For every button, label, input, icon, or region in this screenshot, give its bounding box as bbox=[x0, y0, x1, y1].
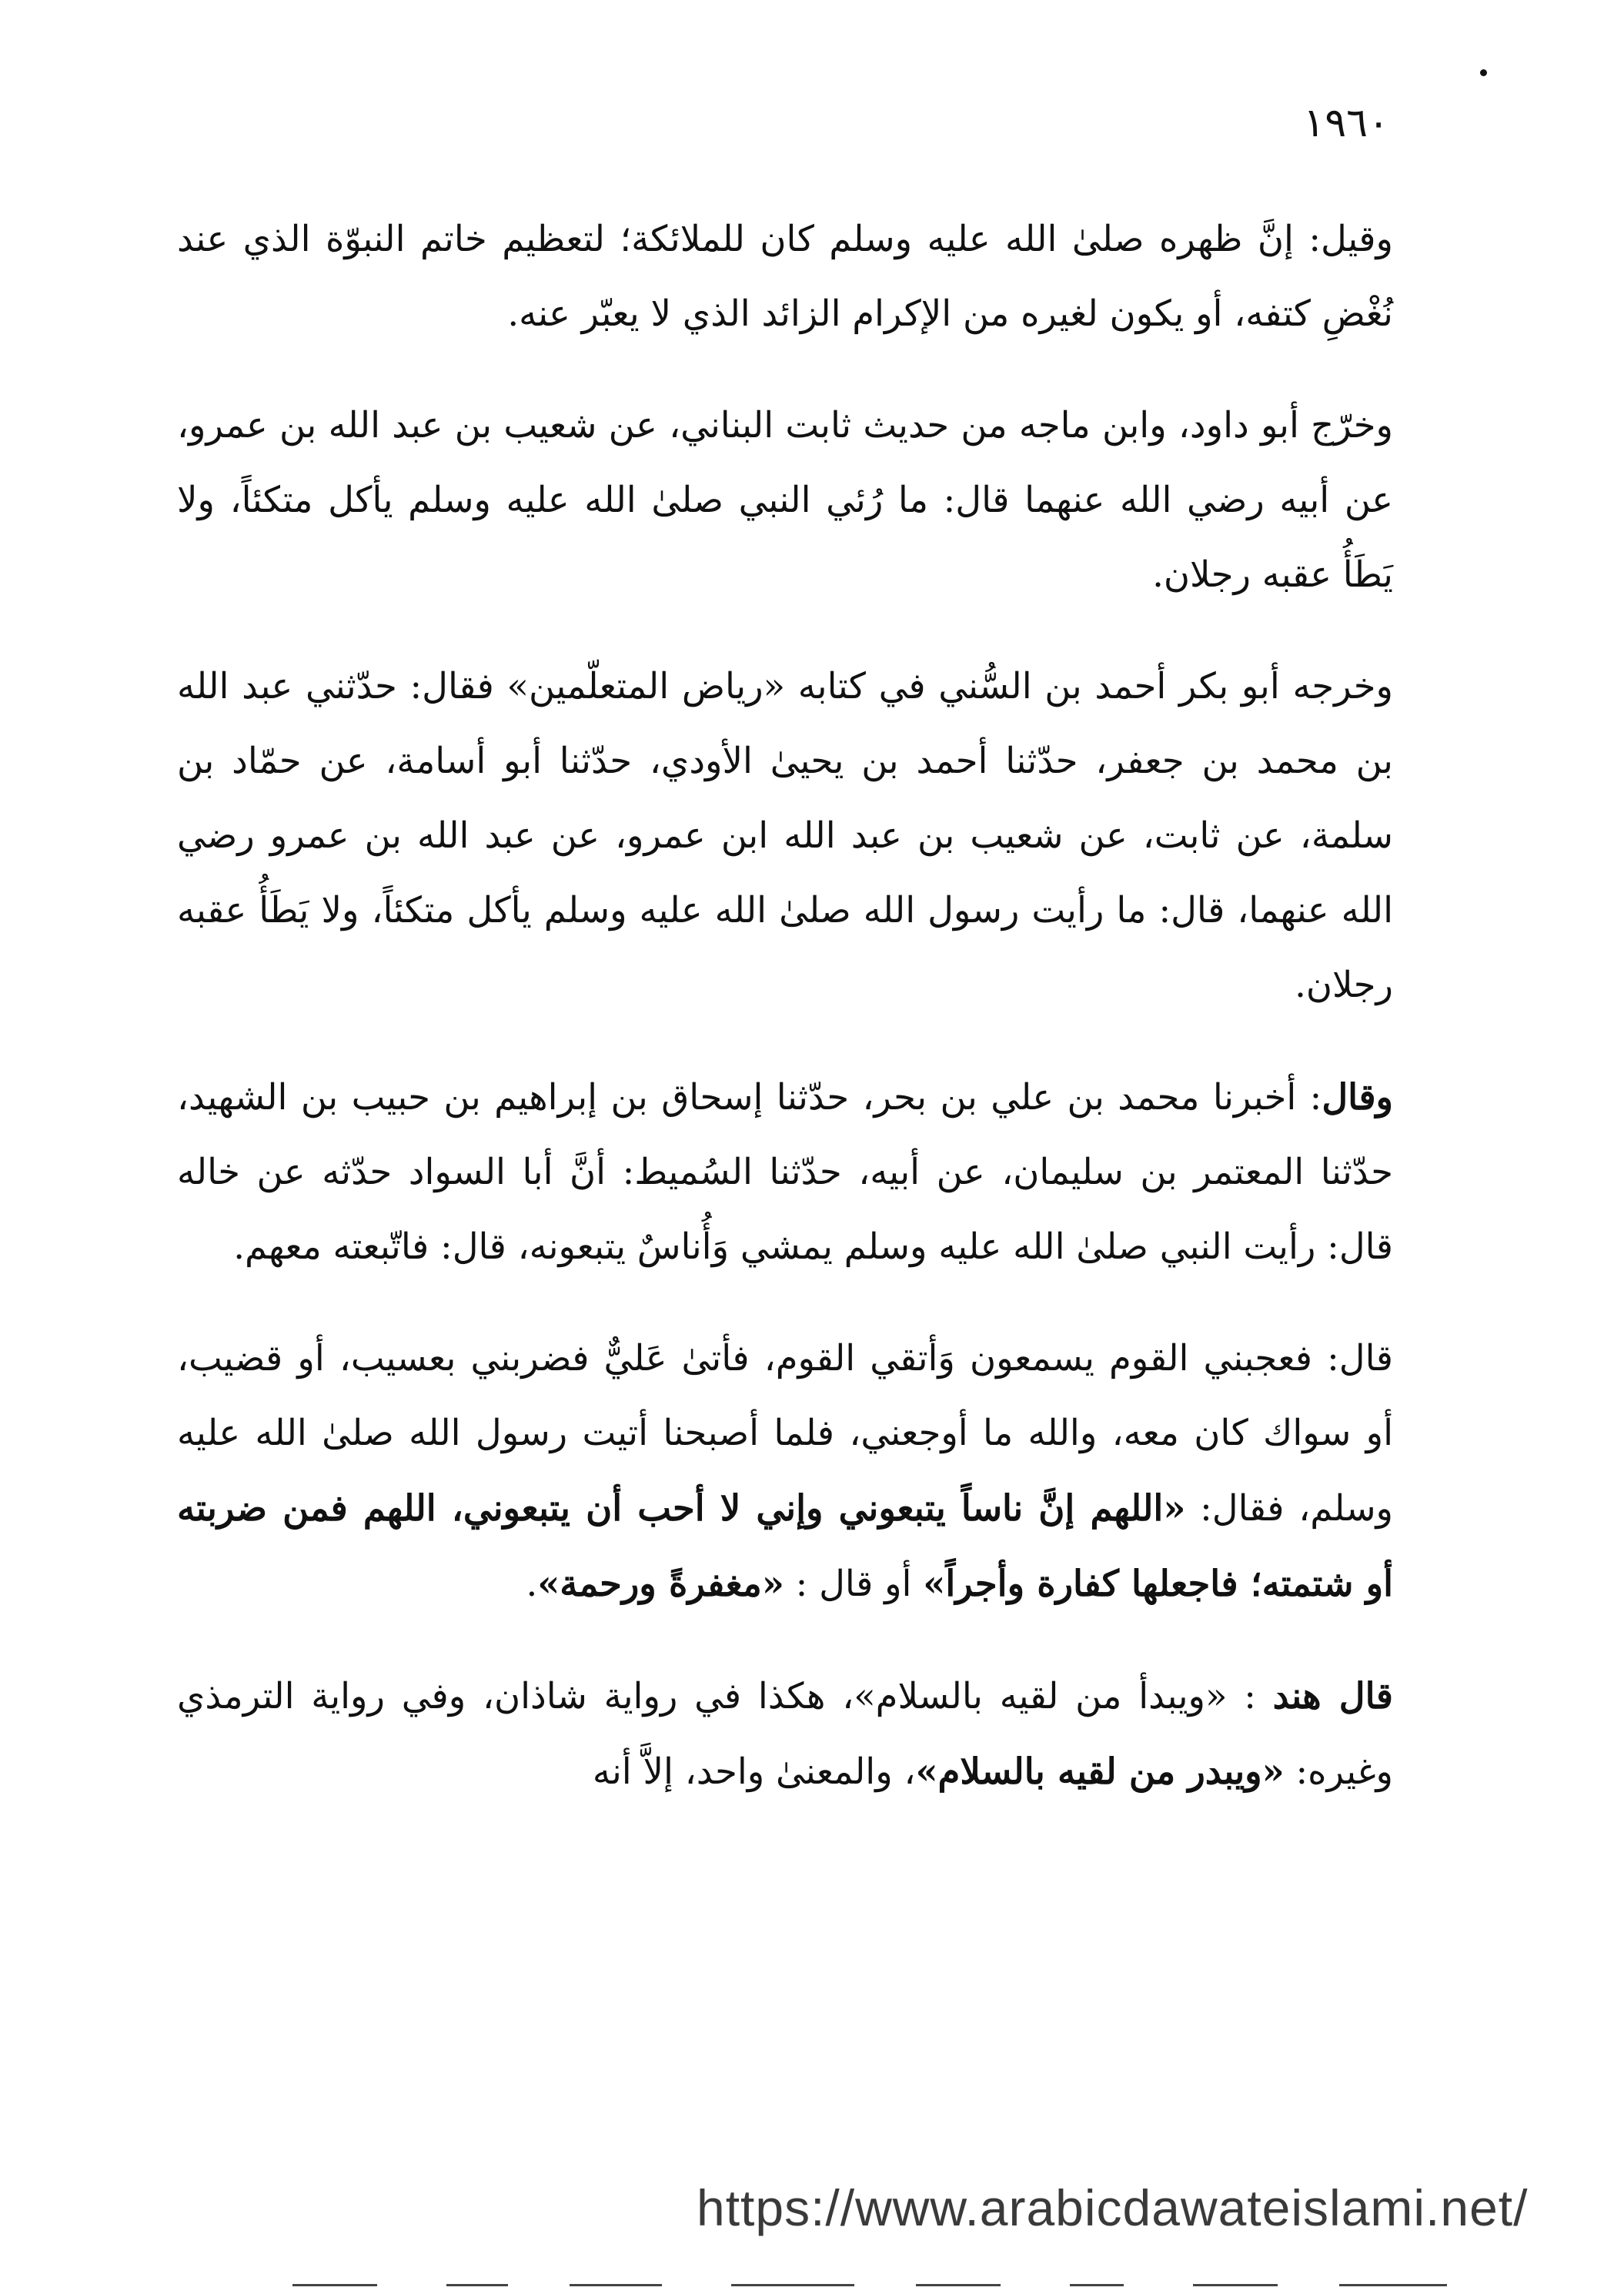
text-run: وخرّج أبو داود، وابن ماجه من حديث ثابت البناني، عن شعيب بن عبد الله بن عمرو، عن أبيه رضي الله عنهما قال: ما رُئي النبي صلىٰ الله عليه وسلم يأكل متكئاً، ولا يَطَأُ عقبه رجلان. bbox=[177, 404, 1393, 595]
text-run: : أخبرنا محمد بن علي بن بحر، حدّثنا إسحاق بن إبراهيم بن حبيب بن الشهيد، حدّثنا المعتمر بن سليمان، عن أبيه، حدّثنا السُميط: أنَّ أبا السواد حدّثه عن خاله قال: رأيت النبي صلىٰ الله عليه وسلم يمشي وَأُناسٌ يتبعونه، قال: فاتّبعته معهم. bbox=[177, 1076, 1393, 1267]
footer-scan-marks bbox=[292, 2284, 1493, 2289]
bold-text-run: «مغفرةً ورحمة» bbox=[537, 1562, 784, 1604]
paragraph bbox=[177, 1658, 1393, 1809]
bold-text-run: «اللهم إنَّ ناساً يتبعوني وإني لا أحب أن يتبعوني، اللهم فمن ضربته أو شتمته؛ فاجعلها كفارة وأجراً» bbox=[177, 1486, 1393, 1604]
bold-text-run: وقال bbox=[1322, 1075, 1393, 1118]
paragraph bbox=[177, 1321, 1393, 1621]
text-run: وقيل: إنَّ ظهره صلىٰ الله عليه وسلم كان للملائكة؛ لتعظيم خاتم النبوّة الذي عند نُغْضِ كتفه، أو يكون لغيره من الإكرام الزائد الذي لا يعبّر عنه. bbox=[177, 218, 1393, 334]
page-number: ١٩٦٠ bbox=[1303, 100, 1389, 146]
body-text bbox=[177, 202, 1393, 1846]
text-run: قال: فعجبني القوم يسمعون وَأتقي القوم، فأتىٰ عَليٌّ فضربني بعسيب، أو قضيب، أو سواك كان معه، والله ما أوجعني، فلما أصبحنا أتيت رسول الله صلىٰ الله عليه وسلم، فقال: bbox=[177, 1337, 1393, 1529]
text-run: ، والمعنىٰ واحد، إلاَّ أنه bbox=[592, 1751, 916, 1792]
text-run: : «ويبدأ من لقيه بالسلام»، هكذا في رواية شاذان، وفي رواية الترمذي وغيره: bbox=[177, 1675, 1393, 1792]
paragraph bbox=[177, 1059, 1393, 1284]
margin-dot bbox=[1480, 69, 1487, 76]
paragraph bbox=[177, 649, 1393, 1022]
watermark-url: https://www.arabicdawateislami.net/ bbox=[697, 2179, 1529, 2236]
bold-text-run: قال هند bbox=[1272, 1674, 1393, 1717]
text-run: وخرجه أبو بكر أحمد بن السُّني في كتابه «رياض المتعلّمين» فقال: حدّثني عبد الله بن محمد بن جعفر، حدّثنا أحمد بن يحيىٰ الأودي، حدّثنا أبو أسامة، عن حمّاد بن سلمة، عن ثابت، عن شعيب بن عبد الله ابن عمرو، عن عبد الله بن عمرو رضي الله عنهما، قال: ما رأيت رسول الله صلىٰ الله عليه وسلم يأكل متكئاً، ولا يَطَأُ عقبه رجلان. bbox=[177, 665, 1393, 1005]
paragraph bbox=[177, 388, 1393, 612]
text-run: أو قال : bbox=[784, 1563, 924, 1604]
paragraph bbox=[177, 202, 1393, 351]
text-run: . bbox=[526, 1563, 538, 1604]
bold-text-run: «ويبدر من لقيه بالسلام» bbox=[915, 1750, 1285, 1792]
